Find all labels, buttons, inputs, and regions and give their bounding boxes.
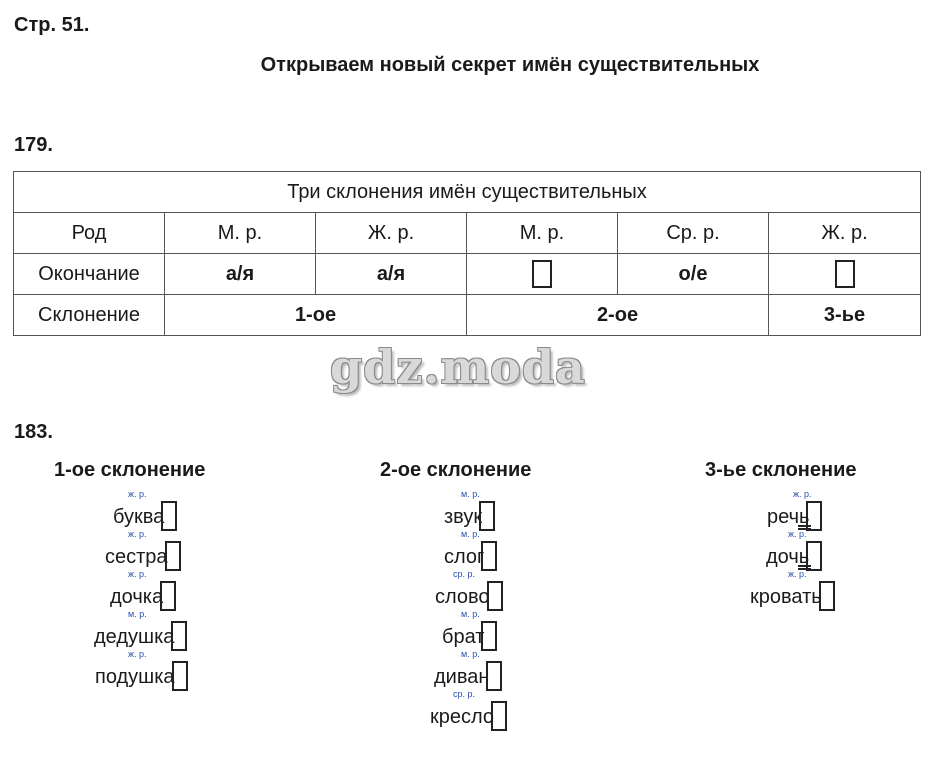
word-stem: подушк (95, 666, 164, 688)
word-stem: звук (444, 506, 483, 528)
word-item (0, 689, 930, 729)
gender-label: ж. р. (793, 489, 812, 499)
word-stem: сестр (105, 546, 157, 568)
ending-box (481, 621, 497, 651)
word-ending: а (156, 546, 168, 568)
ending-box (486, 661, 502, 691)
ending-cell: о/е (618, 254, 769, 295)
word-stem: букв (113, 506, 154, 528)
word-item (0, 569, 930, 609)
gender-label: ж. р. (128, 529, 147, 539)
soft-sign-underlined: ь (799, 506, 810, 528)
soft-sign-underlined: ь (798, 546, 810, 568)
declension-cell-3: 3-ье (769, 295, 921, 336)
row-label-ending: Окончание (14, 254, 165, 295)
table-caption: Три склонения имён существительных (14, 172, 921, 213)
word-item (0, 489, 930, 529)
ending-box (819, 581, 835, 611)
declension-cell-2: 2-ое (467, 295, 769, 336)
table-row-gender (14, 213, 921, 254)
gender-cell: Ср. р. (618, 213, 769, 254)
ending-box (491, 701, 507, 731)
word-stem: брат (442, 626, 485, 648)
zero-ending-box (532, 260, 552, 288)
exercise-183-number: 183. (14, 421, 53, 443)
gender-label: м. р. (461, 529, 480, 539)
gender-label: ж. р. (128, 569, 147, 579)
word-stem: слов (435, 586, 479, 608)
exercise-179-number: 179. (14, 134, 53, 156)
gender-label: ср. р. (453, 689, 476, 699)
table-row-ending (14, 254, 921, 295)
soft-sign: ь (811, 586, 822, 608)
word-stem: слог (444, 546, 485, 568)
gender-label: м. р. (461, 609, 480, 619)
gender-label: ж. р. (788, 569, 807, 579)
row-label-gender: Род (14, 213, 165, 254)
column-heading-1: 1-ое склонение (54, 459, 206, 481)
word-stem: кроват (750, 586, 812, 608)
ending-cell: а/я (316, 254, 467, 295)
word-ending: о (478, 586, 490, 608)
gender-cell: М. р. (467, 213, 618, 254)
word-stem: кресл (430, 706, 483, 728)
gender-label: м. р. (461, 489, 480, 499)
gender-label: ср. р. (453, 569, 476, 579)
word-ending: а (163, 626, 175, 648)
row-label-declension: Склонение (14, 295, 165, 336)
declension-table (13, 171, 921, 336)
column-heading-2: 2-ое склонение (380, 459, 532, 481)
gender-cell: Ж. р. (316, 213, 467, 254)
word-item (0, 529, 930, 569)
watermark-logo: gdz.moda (330, 340, 586, 394)
declension-cell-1: 1-ое (165, 295, 467, 336)
gender-label: м. р. (461, 649, 480, 659)
gender-cell: М. р. (165, 213, 316, 254)
page-title: Открываем новый секрет имён существительных (260, 54, 760, 76)
word-stem: дочк (110, 586, 152, 608)
word-ending: а (153, 506, 165, 528)
column-heading-3: 3-ье склонение (705, 459, 857, 481)
word-ending: а (151, 586, 164, 608)
word-ending: о (482, 706, 495, 728)
word-stem: доч (766, 546, 799, 568)
word-item (0, 649, 930, 689)
word-stem: реч (767, 506, 800, 528)
word-item (0, 609, 930, 649)
zero-ending-box (835, 260, 855, 288)
gender-label: ж. р. (128, 649, 147, 659)
gender-cell: Ж. р. (769, 213, 921, 254)
gender-label: ж. р. (128, 489, 147, 499)
ending-cell-zero (467, 254, 618, 295)
gender-label: м. р. (128, 609, 147, 619)
gender-label: ж. р. (788, 529, 807, 539)
table-row-declension (14, 295, 921, 336)
ending-cell: а/я (165, 254, 316, 295)
word-ending: а (163, 666, 175, 688)
word-stem: диван (434, 666, 490, 688)
page-label: Стр. 51. (14, 14, 90, 36)
ending-cell-zero (769, 254, 921, 295)
word-stem: дедушк (94, 626, 164, 648)
